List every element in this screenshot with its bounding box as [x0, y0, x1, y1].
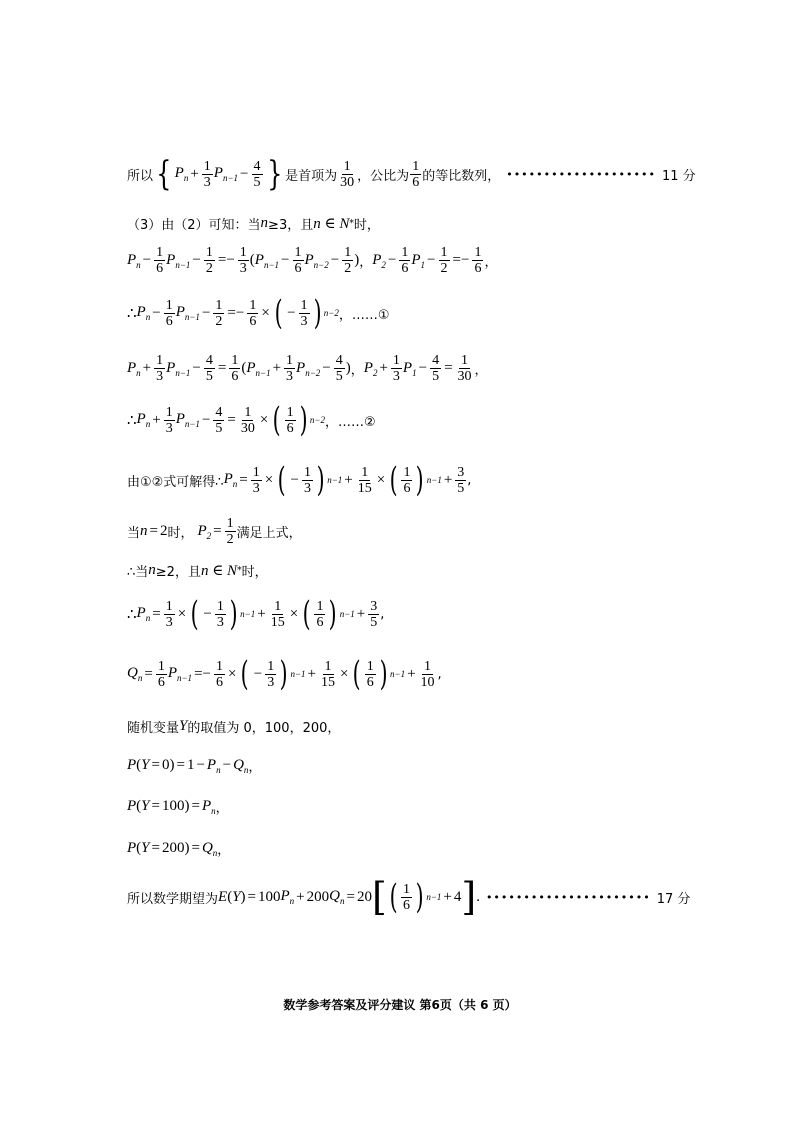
line-result-geometric: 所以 { $P_n$ + $\frac{1}{3}$ $P_{n-1}$ − $\frac{4}{5}$ } 是首项为 $\frac{1}{30}$ ，公比为 $\frac{1}{6}$ 的等比数列， •••••••••••••••••••• 11 分 — [127, 154, 696, 194]
leader-dots: •••••••••••••••••••• — [506, 167, 656, 181]
line-expectation: 所以数学期望为 E ( Y ) = 100 $P_n$ + 200 $Q_n$ = 20 [ ( $\frac{1}{6}$ ) n−1 + 4 ] . •••••••••••••••••••••• 17 分 — [127, 875, 691, 919]
line-equation-1: ∴ $P_n$ − $\frac{1}{6}$ $P_{n-1}$ − $\frac{1}{2}$ =− $\frac{1}{6}$ × ( − $\frac{1}{3}$ ) n−2 ，……① — [127, 293, 390, 333]
leader-dots: •••••••••••••••••••••• — [485, 890, 651, 904]
line-part3-intro: （3）由（2）可知：当 n ≥3，且 n ∈ N * 时， — [127, 215, 380, 233]
score-17: 17 分 — [656, 891, 691, 907]
line-PY200: P ( Y = 200) = $Q_n$ ， — [127, 839, 231, 858]
line-PY0: P ( Y = 0) = 1 − $P_n$ − $Q_n$ ， — [127, 756, 262, 775]
line-Qn: $Q_n$ = $\frac{1}{6}$ $P_{n-1}$ =− $\frac{1}{6}$ × ( − $\frac{1}{3}$ ) n−1 + $\frac{1}{15}$ × ( $\frac{1}{6}$ ) n−1 + $\frac{1}{10}$ , — [127, 654, 442, 694]
page-footer: 数学参考答案及评分建议 第6页（共 6 页） — [283, 998, 517, 1012]
line-Pn-final: ∴ $P_n$ = $\frac{1}{3}$ × ( − $\frac{1}{3}$ ) n−1 + $\frac{1}{15}$ × ( $\frac{1}{6}$ ) n−1 + $\frac{3}{5}$ , — [127, 594, 385, 634]
line-check-n2: 当 n = 2 时， $P_2$ = $\frac{1}{2}$ 满足上式， — [127, 516, 302, 547]
line-PY100: P ( Y = 100) = $P_n$ ， — [127, 797, 229, 816]
line-random-variable: 随机变量 Y 的取值为 0，100，200， — [127, 718, 341, 736]
line-solution-Pn: 由①②式可解得∴ $P_n$ = $\frac{1}{3}$ × ( − $\frac{1}{3}$ ) n−1 + $\frac{1}{15}$ × ( $\frac{1}{6}$ ) n−1 + $\frac{3}{5}$ , — [127, 460, 472, 500]
line-conclusion-cond: ∴当 n ≥2，且 n ∈ N * 时， — [127, 562, 268, 580]
line-recurrence-1: $P_n$ − $\frac{1}{6}$ $P_{n-1}$ − $\frac{1}{2}$ =− $\frac{1}{3}$ ( $P_{n-1}$ − $\frac{1}{6}$ $P_{n-2}$ − $\frac{1}{2}$ ) ， $P_2$ − $\frac{1}{6}$ $P_1$ − $\frac{1}{2}$ =− $\frac{1}{6}$ ， — [127, 245, 498, 276]
line-recurrence-2: $P_n$ + $\frac{1}{3}$ $P_{n-1}$ − $\frac{4}{5}$ = $\frac{1}{6}$ ( $P_{n-1}$ + $\frac{1}{3}$ $P_{n-2}$ − $\frac{4}{5}$ ) ， $P_2$ + $\frac{1}{3}$ $P_1$ − $\frac{4}{5}$ = $\frac{1}{30}$ ， — [127, 353, 488, 384]
line-equation-2: ∴ $P_n$ + $\frac{1}{3}$ $P_{n-1}$ − $\frac{4}{5}$ = $\frac{1}{30}$ × ( $\frac{1}{6}$ ) n−2 ，……② — [127, 400, 376, 440]
score-11: 11 分 — [661, 168, 696, 184]
